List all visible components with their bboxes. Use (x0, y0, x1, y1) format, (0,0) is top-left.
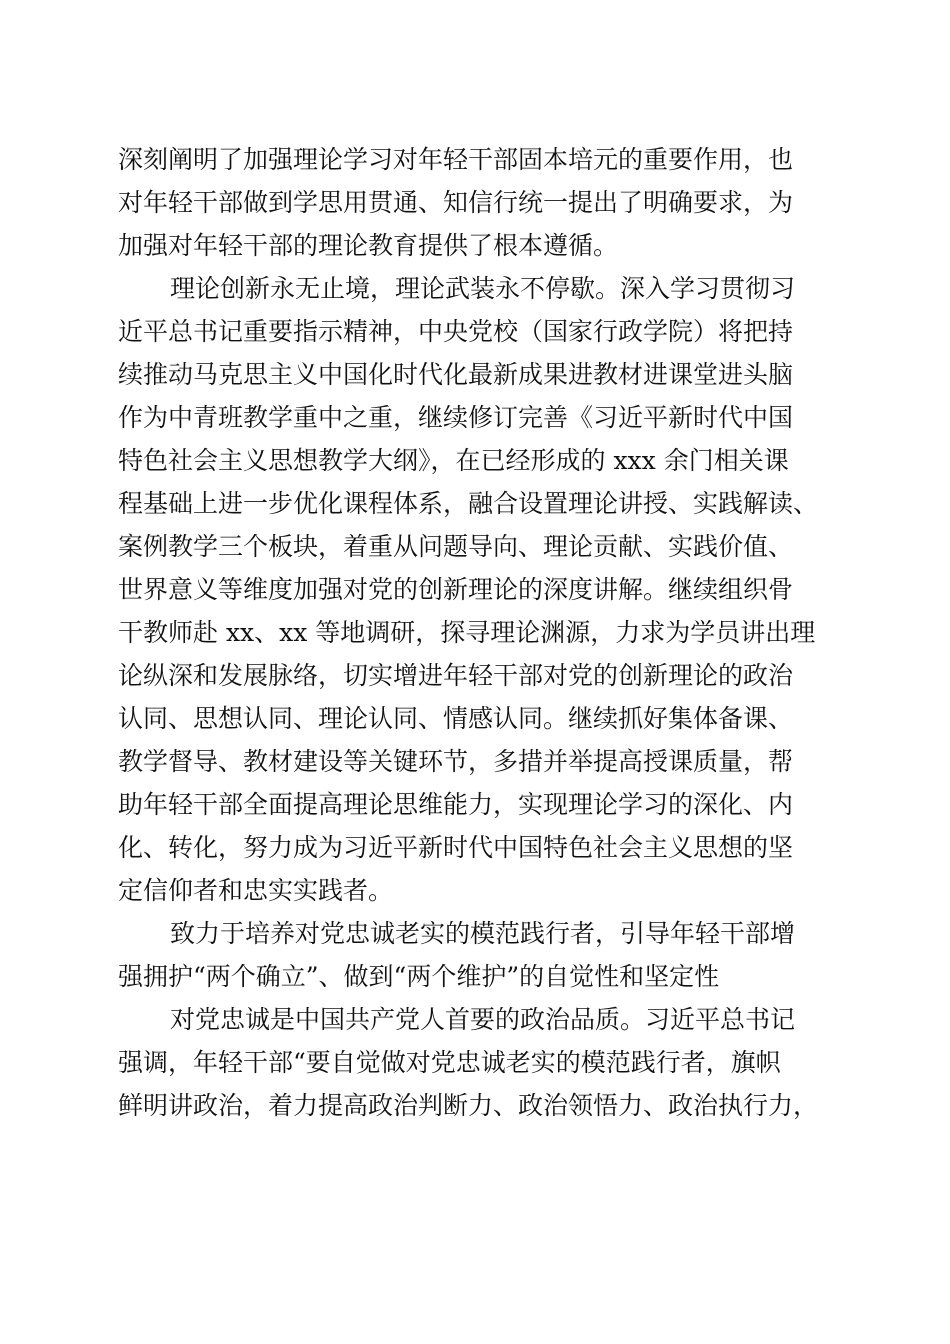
text-line: 近平总书记重要指示精神，中央党校（国家行政学院）将把持 (118, 317, 794, 346)
text-line: 论纵深和发展脉络，切实增进年轻干部对党的创新理论的政治 (118, 661, 794, 690)
section-heading-line: 强拥护“两个确立”、做到“两个维护”的自觉性和坚定性 (118, 962, 720, 991)
document-body (118, 138, 830, 1127)
text-line: 认同、思想认同、理论认同、情感认同。继续抓好集体备课、 (118, 704, 794, 733)
text-line: 深刻阐明了加强理论学习对年轻干部固本培元的重要作用，也 (118, 145, 794, 174)
text-line: 案例教学三个板块，着重从问题导向、理论贡献、实践价值、 (118, 532, 794, 561)
text-line: 作为中青班教学重中之重，继续修订完善《习近平新时代中国 (118, 403, 794, 432)
paragraph-start-line: 理论创新永无止境，理论武装永不停歇。深入学习贯彻习 (170, 274, 796, 303)
text-line: 特色社会主义思想教学大纲》，在已经形成的 xxx 余门相关课 (118, 446, 789, 475)
text-line: 续推动马克思主义中国化时代化最新成果进教材进课堂进头脑 (118, 360, 794, 389)
text-line: 定信仰者和忠实实践者。 (118, 876, 394, 905)
text-line: 化、转化，努力成为习近平新时代中国特色社会主义思想的坚 (118, 833, 794, 862)
text-line: 干教师赴 xx、xx 等地调研，探寻理论渊源，力求为学员讲出理 (118, 618, 816, 647)
text-line: 世界意义等维度加强对党的创新理论的深度讲解。继续组织骨 (118, 575, 794, 604)
text-line: 教学督导、教材建设等关键环节，多措并举提高授课质量，帮 (118, 747, 794, 776)
text-line: 加强对年轻干部的理论教育提供了根本遵循。 (118, 231, 619, 260)
text-line: 助年轻干部全面提高理论思维能力，实现理论学习的深化、内 (118, 790, 794, 819)
text-line: 鲜明讲政治，着力提高政治判断力、政治领悟力、政治执行力， (118, 1091, 819, 1120)
section-heading-line: 致力于培养对党忠诚老实的模范践行者，引导年轻干部增 (170, 919, 796, 948)
text-line: 强调，年轻干部“要自觉做对党忠诚老实的模范践行者，旗帜 (118, 1048, 781, 1077)
text-line: 对年轻干部做到学思用贯通、知信行统一提出了明确要求，为 (118, 188, 794, 217)
paragraph-start-line: 对党忠诚是中国共产党人首要的政治品质。习近平总书记 (170, 1005, 796, 1034)
text-line: 程基础上进一步优化课程体系，融合设置理论讲授、实践解读、 (118, 489, 819, 518)
